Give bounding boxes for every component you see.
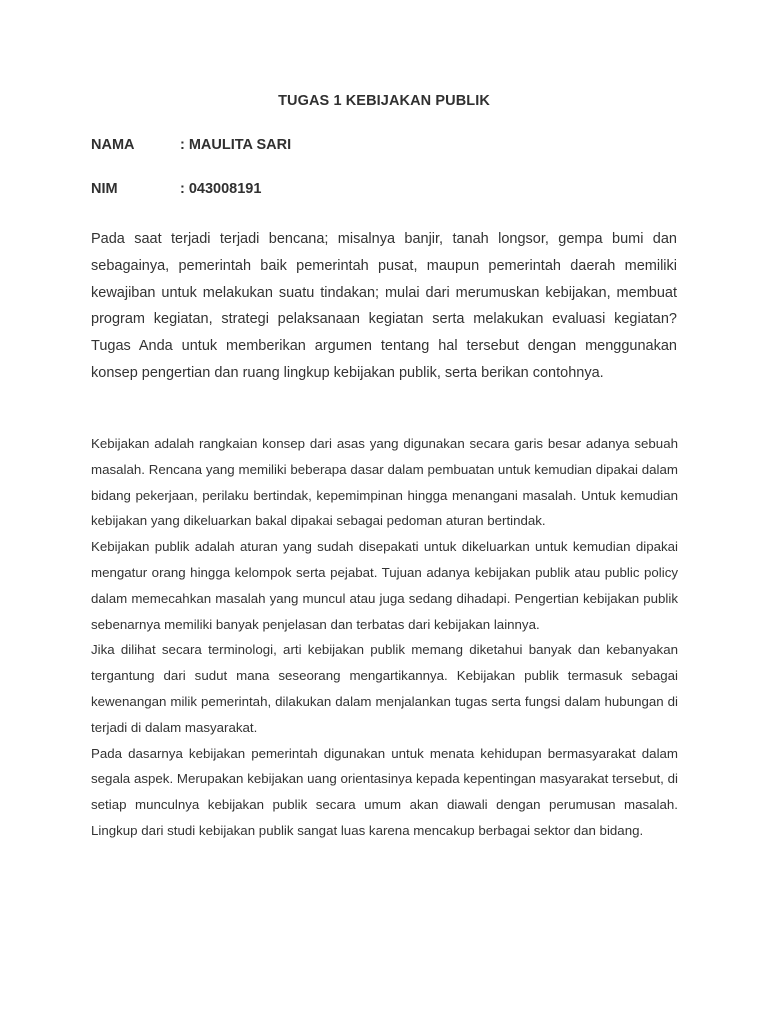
answer-paragraph: Kebijakan publik adalah aturan yang sudah disepakati untuk dikeluarkan untuk kemudian dipakai mengatur orang hingga kelompok serta pejabat. Tujuan adanya kebijakan publik atau public policy dalam memecahkan masalah yang muncul atau juga sedang dihadapi. Pengertian kebijakan publik sebenarnya memiliki banyak penjelasan dan terbatas dari kebijakan lainnya.	[91, 539, 678, 632]
answer-paragraph: Pada dasarnya kebijakan pemerintah digunakan untuk menata kehidupan bermasyarakat dalam segala aspek. Merupakan kebijakan uang orientasinya kepada kepentingan masyarakat tersebut, di setiap munculnya kebijakan publik secara umum akan diawali dengan perumusan masalah. Lingkup dari studi kebijakan publik sangat luas karena mencakup berbagai sektor dan bidang.	[91, 745, 678, 838]
nim-label: NIM	[91, 181, 118, 197]
nama-label: NAMA	[91, 137, 135, 153]
answer-paragraph: Kebijakan adalah rangkaian konsep dari asas yang digunakan secara garis besar adanya sebuah masalah. Rencana yang memiliki beberapa dasar dalam pembuatan untuk kemudian dipakai dalam bidang pekerjaan, perilaku bertindak, kepemimpinan hingga menangani masalah. Untuk kemudian kebijakan yang dikeluarkan bakal dipakai sebagai pedoman aturan bertindak.	[91, 436, 678, 529]
nama-value: : MAULITA SARI	[180, 137, 292, 153]
answer-paragraph: Jika dilihat secara terminologi, arti kebijakan publik memang diketahui banyak dan kebanyakan tergantung dari sudut mana seseorang mengartikannya. Kebijakan publik termasuk sebagai kewenangan milik pemerintah, dilakukan dalam menjalankan tugas serta fungsi dalam hubungan di terjadi di dalam masyarakat.	[91, 642, 678, 735]
nim-value: : 043008191	[180, 181, 262, 197]
answer-body	[91, 431, 678, 844]
document-title: TUGAS 1 KEBIJAKAN PUBLIK	[278, 93, 490, 109]
task-prompt-paragraph: Pada saat terjadi terjadi bencana; misalnya banjir, tanah longsor, gempa bumi dan sebagainya, pemerintah baik pemerintah pusat, maupun pemerintah daerah memiliki kewajiban untuk melakukan suatu tindakan; mulai dari merumuskan kebijakan, membuat program kegiatan, strategi pelaksanaan kegiatan serta melakukan evaluasi kegiatan? Tugas Anda untuk memberikan argumen tentang hal tersebut dengan menggunakan konsep pengertian dan ruang lingkup kebijakan publik, serta berikan contohnya.	[91, 231, 677, 381]
